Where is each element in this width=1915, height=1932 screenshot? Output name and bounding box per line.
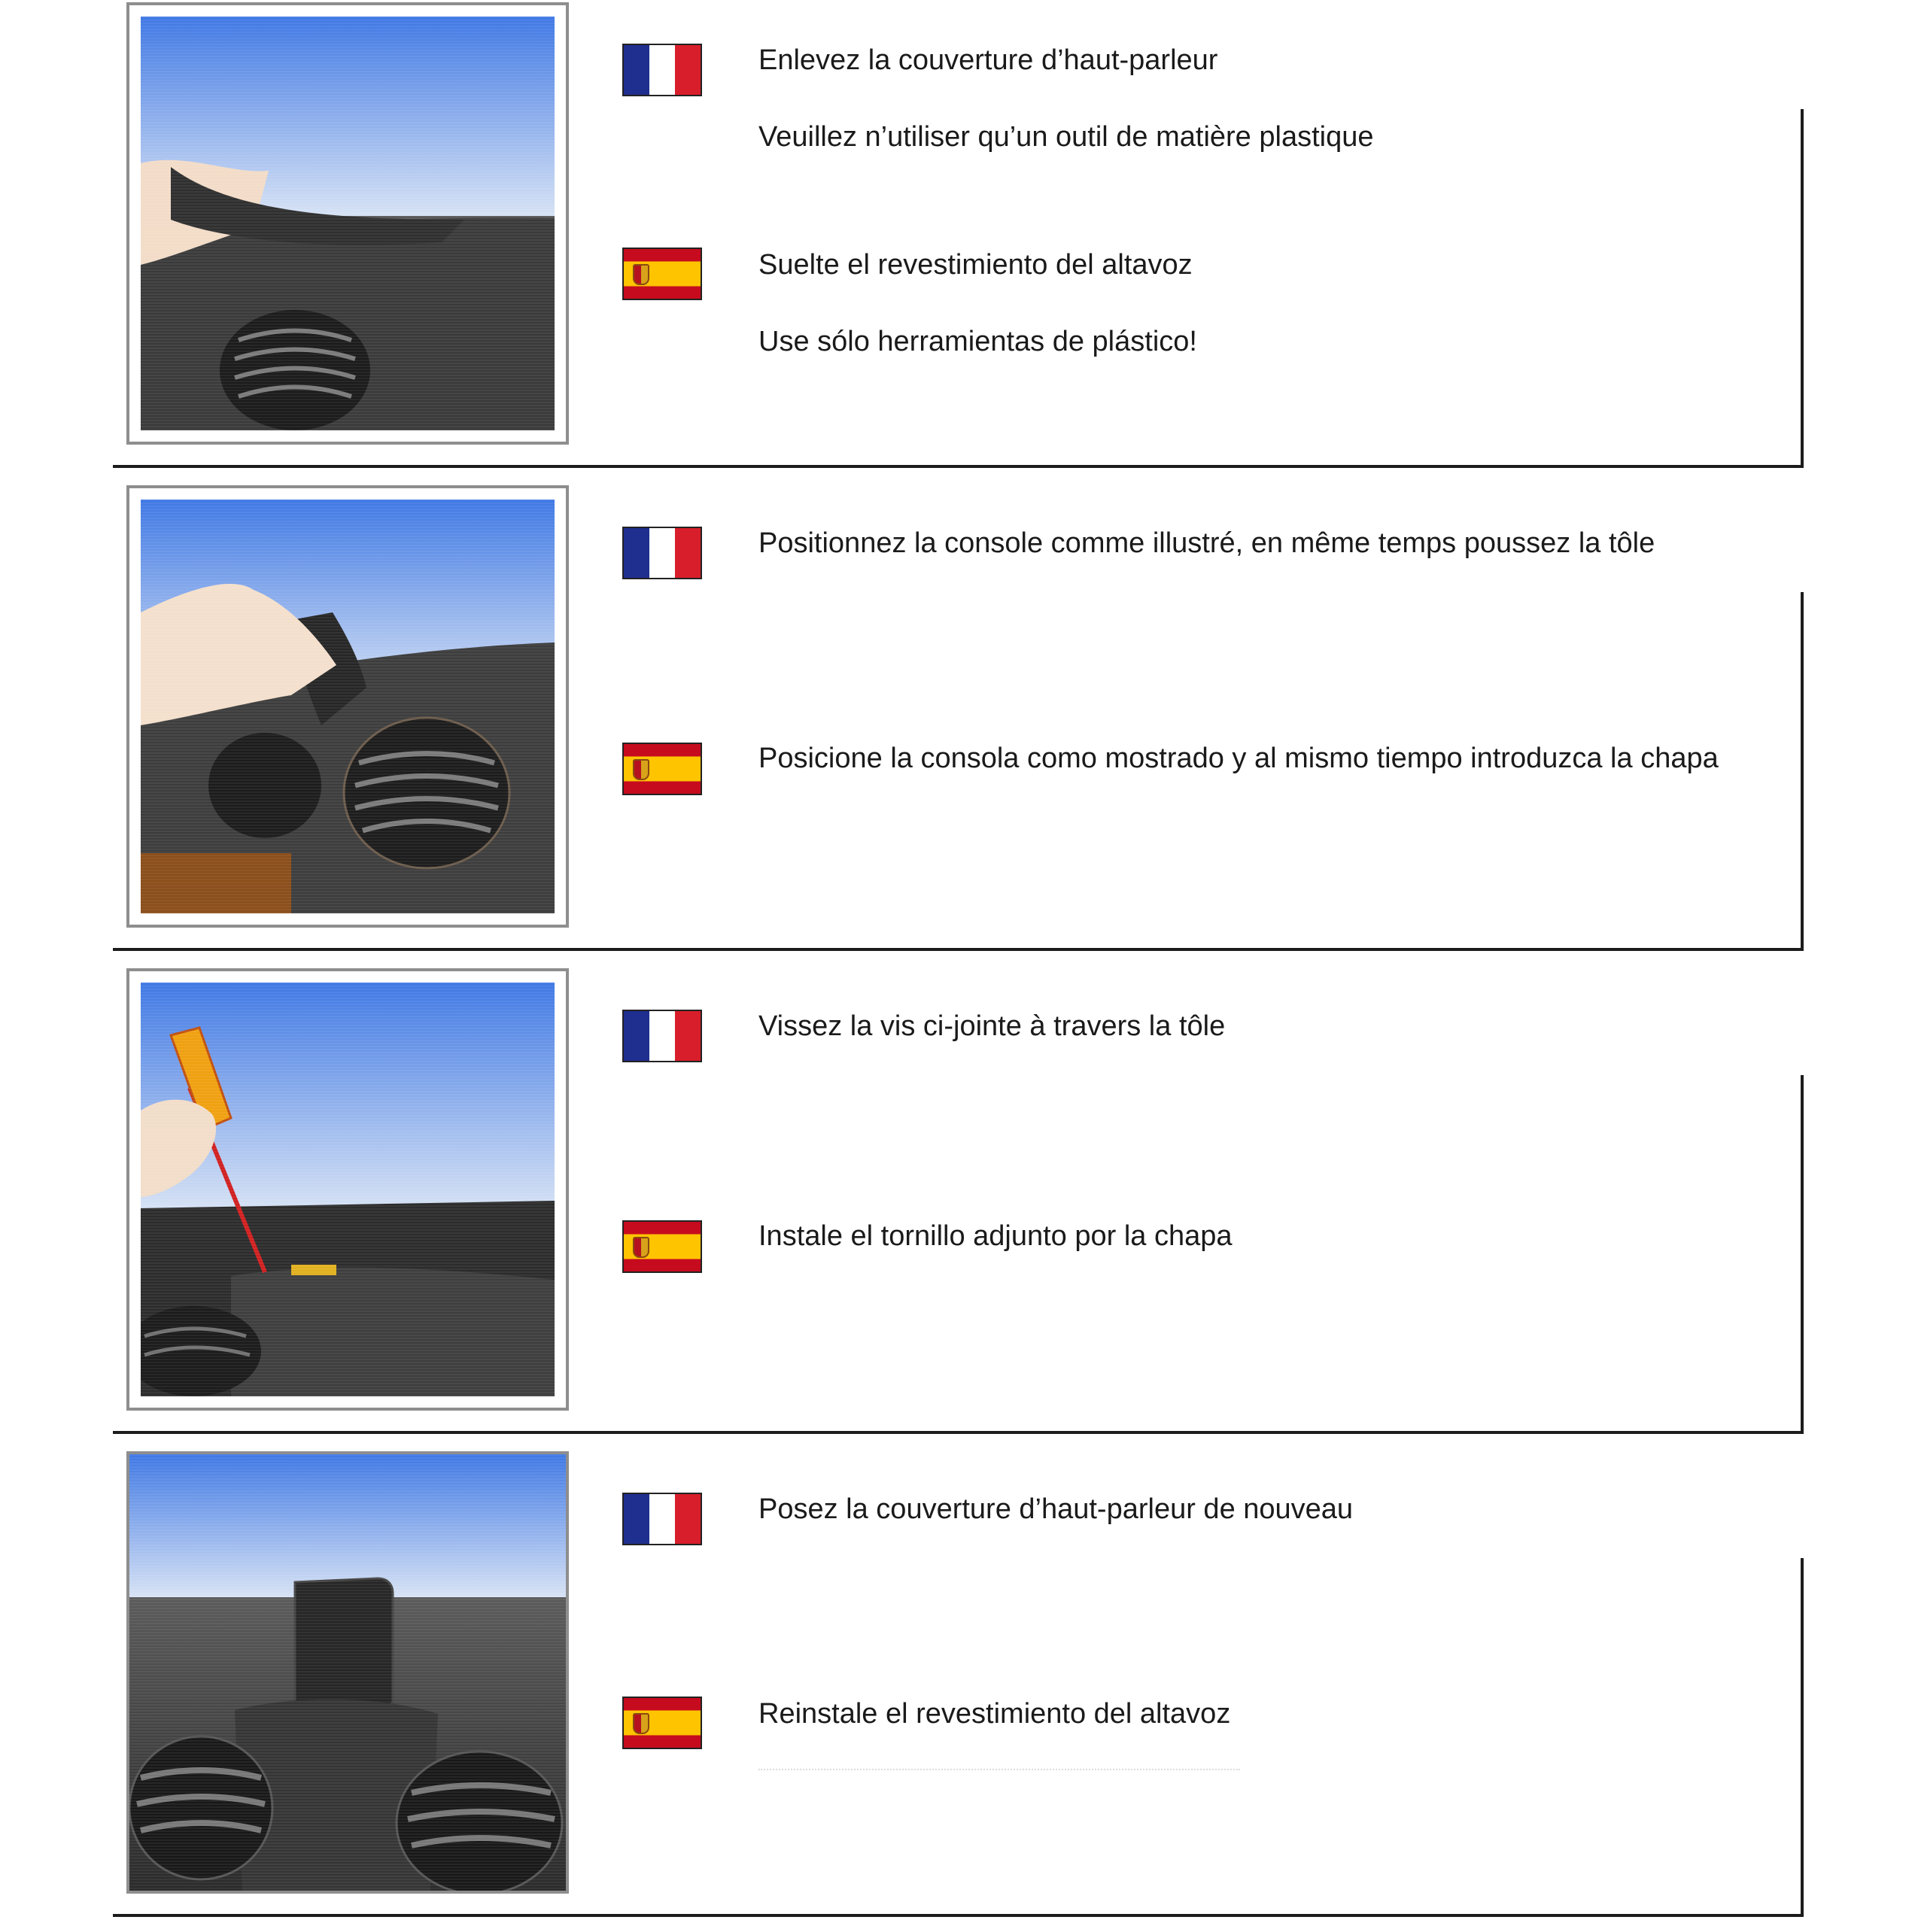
step-2-photo (141, 500, 555, 913)
step-1-photo-frame (126, 2, 569, 445)
step-3-photo (141, 983, 555, 1396)
step-4-fr-line-1: Posez la couverture d’haut-parleur de nouveau (758, 1493, 1354, 1525)
step-4-photo-frame (126, 1451, 569, 1894)
flag-spain-icon (622, 248, 702, 300)
step-4 (0, 1449, 1915, 1932)
step-4-photo (129, 1454, 566, 1891)
step-2-photo-frame (126, 485, 569, 928)
step-2 (0, 483, 1915, 966)
step-4-es-line-1: Reinstale el revestimiento del altavoz (758, 1698, 1231, 1730)
step-3 (0, 966, 1915, 1449)
step-3-bottom-rule (113, 1431, 1802, 1434)
step-1-es-line-1: Suelte el revestimiento del altavoz (758, 249, 1193, 281)
flag-france-icon (622, 1493, 702, 1545)
flag-spain-icon (622, 1220, 702, 1273)
step-2-bottom-rule (113, 948, 1802, 951)
flag-spain-icon (622, 1697, 702, 1749)
step-2-es-line-1: Posicione la consola como mostrado y al mismo tiempo introduzca la chapa (758, 743, 1719, 774)
step-3-es-line-1: Instale el tornillo adjunto por la chapa (758, 1220, 1233, 1252)
step-4-right-rule (1801, 1558, 1804, 1917)
step-1-bottom-rule (113, 465, 1802, 468)
step-1-es-line-2: Use sólo herramientas de plástico! (758, 326, 1197, 357)
flag-france-icon (622, 1010, 702, 1062)
flag-france-icon (622, 44, 702, 96)
step-3-photo-frame (126, 968, 569, 1411)
step-1-right-rule (1801, 109, 1804, 468)
step-1 (0, 0, 1915, 483)
flag-france-icon (622, 527, 702, 579)
step-1-photo (141, 17, 555, 430)
step-3-fr-line-1: Vissez la vis ci-jointe à travers la tôle (758, 1010, 1226, 1042)
flag-spain-icon (622, 743, 702, 795)
step-1-fr-line-1: Enlevez la couverture d’haut-parleur (758, 44, 1218, 76)
dotted-divider (758, 1769, 1240, 1770)
step-2-right-rule (1801, 592, 1804, 951)
step-3-right-rule (1801, 1075, 1804, 1434)
step-2-fr-line-1: Positionnez la console comme illustré, en même temps poussez la tôle (758, 527, 1655, 559)
step-1-fr-line-2: Veuillez n’utiliser qu’un outil de matière plastique (758, 121, 1374, 153)
